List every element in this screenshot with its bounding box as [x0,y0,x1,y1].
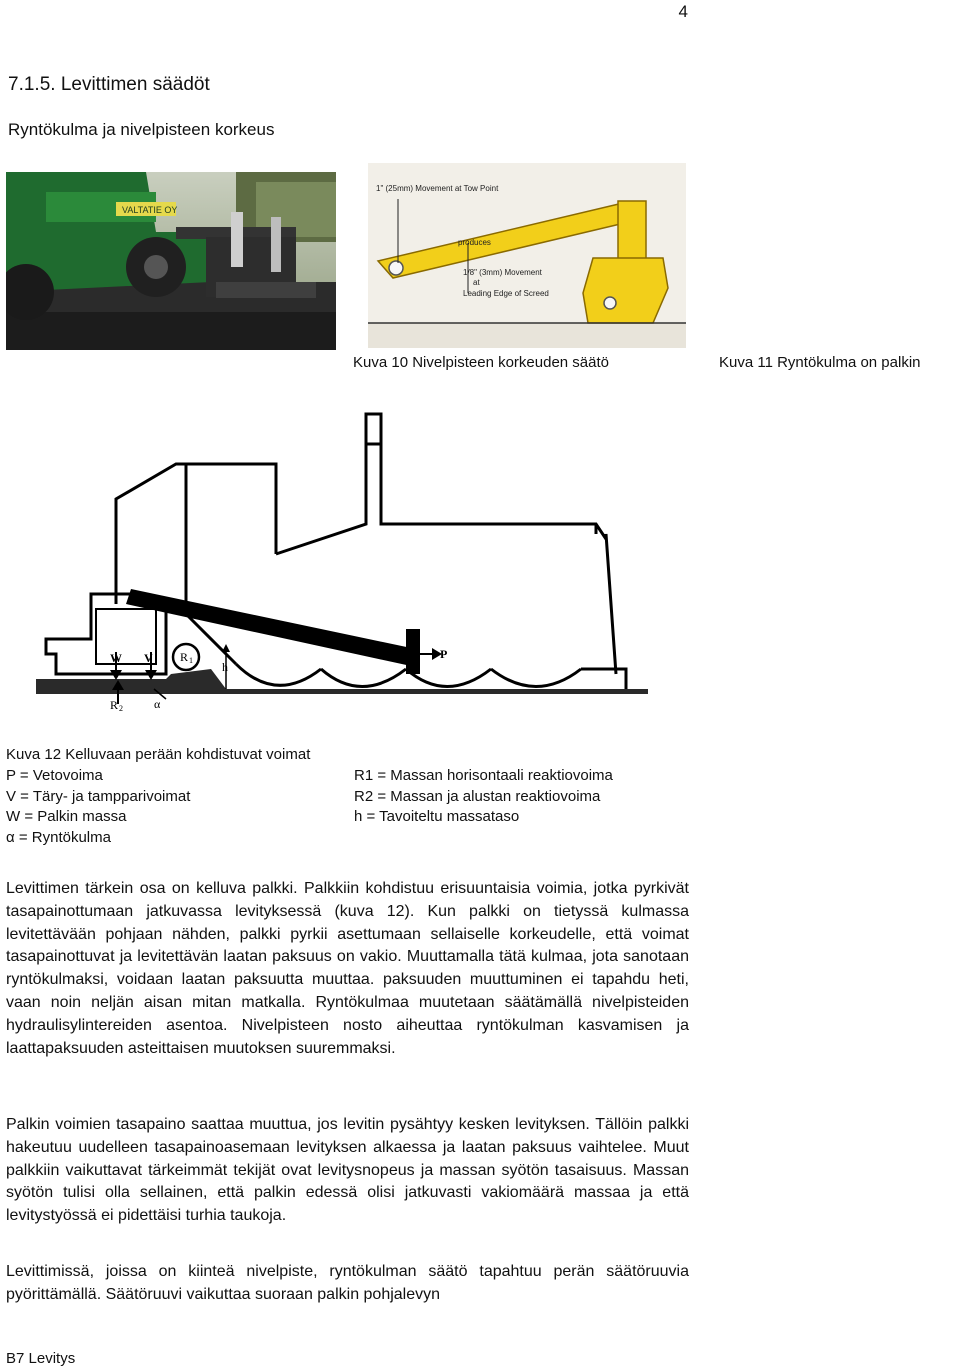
legend-item-V: V = Täry- ja tampparivoimat [6,787,191,805]
screed-forces-diagram [36,404,648,716]
label-P: P [440,647,448,661]
at-label: at [473,278,480,287]
label-V: V [144,651,153,665]
legend-right [354,766,613,828]
wheel-arch-2 [321,669,406,687]
tow-arm-photo [368,163,686,348]
body-paragraph-3 [6,1261,689,1307]
legend-item-R2: R2 = Massan ja alustan reaktiovoima [354,787,601,805]
label-h: h [222,660,228,674]
legend-item-W: W = Palkin massa [6,808,127,825]
legend-left [6,766,190,848]
tractor-cab-outline [116,464,276,604]
tow-arm-bar [126,589,416,666]
wheel-arch-4 [491,669,581,687]
paragraph-text: Levittimen tärkein osa on kelluva palkki. Palkkiin kohdistuu erisuuntaisia voimia, jotka pyrkivät tasapainottumaan jatkuvassa levityksessä (kuva 12). Kun palkki on tietyssä kulmassa levitettävään pohjaan nähden, palkki pyrkii asettumaan sellaiselle korkeudelle, että voimat tasapainottuvat ja levitettävän laatan paksuus on vakio. Muuttamalla tätä kulmaa, jota sanotaan ryntökulmaksi, voidaan laatan paksuutta muuttaa. paksuuden muuttuminen ei tapahdu heti, vaan noin neljän aisan mitan matkalla. Ryntökulmaa muutetaan säätämällä nivelpisteiden hydraulisylintereiden asentoa. Nivelpisteen nosto aiheuttaa ryntökulman kasvamisen ja laattapaksuuden asteittaisen muutoksen suuremmaksi. [6,880,689,1057]
screed-forces-svg [36,404,648,716]
label-R2-subscript: 2 [119,704,123,713]
legend-item-alpha: α = Ryntökulma [6,828,111,846]
figure-10-caption: Kuva 10 Nivelpisteen korkeuden säätö [353,354,609,371]
subsection-heading: Ryntökulma ja nivelpisteen korkeus [8,120,275,139]
legend-item-h: h = Tavoiteltu massataso [354,808,520,825]
tow-point-label: 1" (25mm) Movement at Tow Point [376,184,499,193]
paver-photo-image [6,172,336,350]
paragraph-text: Levittimissä, joissa on kiinteä nivelpiste, ryntökulman säätö tapahtuu perän säätöruuvia pyörittämällä. Säätöruuvi vaikuttaa suoraan palkin pohjalevyn [6,1263,689,1303]
label-R2: R [110,698,119,712]
section-heading: 7.1.5. Levittimen säädöt [8,74,210,95]
body-paragraph-2 [6,1114,689,1228]
tow-point-block [406,629,420,674]
paver-photo [6,172,336,350]
figure-11-caption: Kuva 11 Ryntökulma on palkin [719,354,921,371]
paver-sign-text: VALTATIE OY [122,205,178,215]
figure-12-caption: Kuva 12 Kelluvaan perään kohdistuvat voimat [6,746,311,763]
wheel-arch-1 [236,664,321,685]
paragraph-text: Palkin voimien tasapaino saattaa muuttua, jos levitin pysähtyy kesken levityksen. Tällöin palkki hakeutuu uudelleen tasapainoasemaan levityksen alkaessa ja laatan paksuus vaihtelee. Muut palkkiin vaikuttavat tärkeimmät tekijät ovat levitysnopeus ja massan syötön tasaisuus. Massan syötön tulisi olla sellainen, että palkin edessä olisi jatkuvasti vakiomäärä massaa ja että levitystyössä ei pidettäisi turhia taukoja. [6,1116,689,1225]
label-R1: R [180,650,189,664]
label-W: W [110,651,122,665]
legend-item-R1: R1 = Massan horisontaali reaktiovoima [354,767,613,784]
produces-label: produces [458,238,491,247]
legend-item-P: P = Vetovoima [6,767,103,784]
tow-arm-illustration [368,163,686,348]
body-paragraph-1 [6,878,689,1060]
page-number: 4 [678,2,688,21]
exhaust-stack [366,414,381,444]
label-alpha: α [154,697,161,711]
page-footer: B7 Levitys [6,1350,76,1367]
leading-edge-label: Leading Edge of Screed [463,289,549,298]
label-R1-subscript: 1 [189,656,193,665]
screed-movement-label: 1/8" (3mm) Movement [463,268,542,277]
